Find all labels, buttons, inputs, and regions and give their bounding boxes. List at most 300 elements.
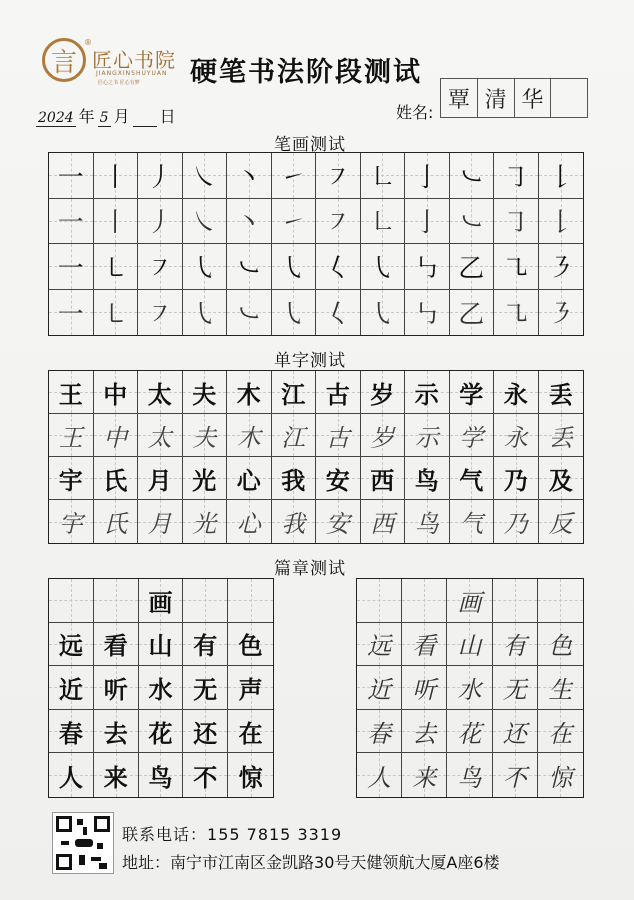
passage-model-cell	[139, 579, 184, 623]
stroke-cell	[405, 244, 450, 290]
char-cell	[494, 457, 539, 500]
char-cell-char: 学	[459, 379, 484, 409]
phone-number: 155 7815 3319	[207, 825, 343, 844]
char-cell-char: 气	[459, 465, 484, 495]
stroke-cell-char: 丶	[235, 162, 262, 193]
passage-model-cell	[139, 753, 184, 797]
char-cell	[183, 457, 228, 500]
char-cell	[539, 371, 584, 414]
passage-model-cell-char: 去	[103, 718, 128, 748]
stroke-cell-char: ㇉	[413, 299, 440, 330]
char-cell	[539, 500, 584, 543]
passage-model-cell-char: 不	[193, 762, 218, 792]
char-cell	[316, 500, 361, 543]
passage-model-cell-char: 人	[58, 762, 83, 792]
passage-model-cell-char: 看	[103, 631, 128, 661]
char-cell	[405, 500, 450, 543]
stroke-cell-char: 𡿨	[324, 253, 351, 284]
stroke-cell	[539, 290, 584, 336]
passage-model-cell	[228, 623, 273, 667]
passage-student-cell	[402, 666, 447, 710]
stroke-cell-char: 𠄌	[547, 208, 574, 239]
char-cell	[316, 371, 361, 414]
stroke-cell	[405, 153, 450, 199]
stroke-cell	[361, 290, 406, 336]
stroke-cell	[494, 199, 539, 245]
stroke-cell	[94, 199, 139, 245]
passage-student-cell	[447, 623, 492, 667]
passage-model-cell	[94, 753, 139, 797]
passage-model-cell	[94, 666, 139, 710]
stroke-cell-char: 丿	[146, 162, 173, 193]
month-label: 月	[113, 107, 130, 126]
char-cell	[361, 457, 406, 500]
stroke-cell	[227, 290, 272, 336]
passage-student-cell-char: 色	[548, 632, 573, 661]
char-cell	[494, 500, 539, 543]
char-cell-char: 古	[325, 379, 350, 409]
stroke-cell	[94, 290, 139, 336]
date-year: 2024	[38, 110, 74, 126]
stroke-cell	[49, 153, 94, 199]
passage-model-cell	[183, 579, 228, 623]
stroke-cell-char: ㇋	[547, 299, 574, 330]
stroke-cell-char: ㇗	[369, 162, 396, 193]
char-cell	[227, 414, 272, 457]
char-cell-char: 永	[503, 423, 528, 452]
char-cell-char: 鸟	[414, 510, 439, 538]
passage-model-cell	[183, 666, 228, 710]
stroke-cell-char: ㇉	[413, 253, 440, 284]
passage-student-cell	[447, 579, 492, 623]
char-cell-char: 及	[548, 465, 573, 495]
stroke-cell	[450, 290, 495, 336]
stroke-cell	[361, 244, 406, 290]
stroke-cell	[450, 244, 495, 290]
passage-student-cell	[402, 753, 447, 797]
passage-model-cell-char: 花	[148, 718, 173, 748]
passage-student-cell	[447, 753, 492, 797]
char-cell	[227, 457, 272, 500]
char-cell-char: 宇	[58, 465, 83, 495]
passage-student-cell	[493, 623, 538, 667]
char-cell-char: 木	[236, 379, 261, 409]
stroke-cell-char: ㇏	[191, 162, 218, 193]
stroke-cell-char: 一	[57, 299, 84, 330]
passage-student-cell	[447, 710, 492, 754]
passage-model-cell-char: 听	[103, 674, 128, 704]
char-cell-char: 丢	[548, 423, 573, 452]
stroke-cell-char: ㇂	[191, 253, 218, 284]
stroke-cell-char: ㇄	[102, 253, 129, 284]
stroke-cell	[494, 153, 539, 199]
char-cell	[272, 500, 317, 543]
passage-model-cell	[94, 579, 139, 623]
char-cell-char: 宇	[58, 510, 83, 538]
char-cell-char: 古	[325, 423, 350, 452]
stroke-cell	[316, 244, 361, 290]
passage-model-cell-char: 无	[193, 674, 218, 704]
strokes-section-title: 笔画测试	[274, 135, 346, 155]
passage-student-cell	[538, 710, 583, 754]
stroke-cell	[138, 244, 183, 290]
passage-student-cell-char: 人	[367, 763, 392, 792]
char-cell	[94, 414, 139, 457]
char-cell	[272, 457, 317, 500]
stroke-cell	[183, 153, 228, 199]
passage-student-cell-char: 生	[548, 675, 573, 704]
stroke-cell	[272, 244, 317, 290]
stroke-cell	[405, 290, 450, 336]
char-cell	[49, 457, 94, 500]
char-cell-char: 安	[325, 510, 350, 538]
stroke-cell	[316, 153, 361, 199]
char-cell	[183, 371, 228, 414]
char-cell	[49, 414, 94, 457]
passage-student-cell	[447, 666, 492, 710]
char-cell	[183, 500, 228, 543]
stroke-cell	[494, 290, 539, 336]
brand-name: 匠心书院	[92, 48, 176, 72]
passage-student-cell-char: 看	[412, 632, 437, 661]
char-cell-char: 岁	[370, 379, 395, 409]
char-cell	[361, 500, 406, 543]
chars-section-title: 单字测试	[274, 351, 346, 371]
char-cell-char: 光	[192, 510, 217, 538]
stroke-cell-char: ㇇	[146, 253, 173, 284]
passage-model-cell-char: 来	[103, 762, 128, 792]
stroke-cell	[450, 199, 495, 245]
name-char: 清	[478, 79, 515, 117]
stroke-cell-char: ㇏	[191, 208, 218, 239]
char-cell	[361, 371, 406, 414]
char-cell	[450, 371, 495, 414]
passage-student-cell	[493, 579, 538, 623]
passage-student-cell	[357, 753, 402, 797]
passage-student-cell-char: 近	[367, 675, 392, 704]
char-cell	[450, 500, 495, 543]
passage-model-cell	[139, 666, 184, 710]
char-cell-char: 月	[147, 510, 172, 538]
passage-student-cell-char: 鸟	[457, 763, 482, 792]
brand-logo-icon: 言	[42, 38, 86, 82]
brand-slogan: 匠心之书 匠心有梦	[98, 80, 140, 86]
passage-student-cell	[402, 710, 447, 754]
stroke-cell-char: ㇆	[502, 162, 529, 193]
passage-model-cell-char: 春	[58, 718, 83, 748]
stroke-cell-char: 亅	[413, 208, 440, 239]
stroke-cell-char: 一	[57, 253, 84, 284]
passage-model-cell-char: 画	[148, 587, 173, 617]
year-label: 年	[78, 107, 95, 126]
char-cell-char: 丢	[548, 379, 573, 409]
passage-model-cell	[94, 623, 139, 667]
char-cell	[316, 457, 361, 500]
stroke-cell-char: ㇃	[458, 208, 485, 239]
registered-mark: ®	[84, 38, 92, 47]
name-box	[440, 78, 588, 118]
passage-student-cell-char: 画	[457, 588, 482, 617]
passage-model-cell-char: 山	[148, 631, 173, 661]
stroke-cell	[539, 199, 584, 245]
char-cell	[405, 371, 450, 414]
char-cell-char: 反	[548, 510, 573, 538]
stroke-cell	[49, 199, 94, 245]
stroke-cell	[183, 290, 228, 336]
passage-model-cell-char: 远	[58, 631, 83, 661]
stroke-cell-char: 丿	[146, 208, 173, 239]
passage-model-cell-char: 惊	[238, 762, 263, 792]
passage-model-cell	[183, 753, 228, 797]
stroke-cell-char: ㇂	[280, 253, 307, 284]
stroke-cell-char: ㇈	[502, 253, 529, 284]
char-cell-char: 氏	[103, 510, 128, 538]
passage-student-cell	[493, 753, 538, 797]
stroke-cell-char: ㇈	[502, 299, 529, 330]
passage-model-cell	[228, 666, 273, 710]
stroke-cell-char: 亅	[413, 162, 440, 193]
char-cell-char: 氏	[103, 465, 128, 495]
passage-model-cell-char: 声	[238, 674, 263, 704]
phone-label: 联系电话：	[122, 825, 208, 844]
stroke-cell	[49, 290, 94, 336]
passage-model-cell-char: 鸟	[148, 762, 173, 792]
brand-pinyin: JIANGXINSHUYUAN	[96, 70, 168, 77]
passage-student-cell-char: 山	[457, 632, 482, 661]
char-cell	[183, 414, 228, 457]
char-cell-char: 夫	[192, 423, 217, 452]
char-cell	[227, 371, 272, 414]
char-cell-char: 示	[414, 379, 439, 409]
passage-student-cell	[357, 579, 402, 623]
char-cell-char: 我	[281, 510, 306, 538]
passage-model-cell-char: 水	[148, 674, 173, 704]
passage-student-cell-char: 春	[367, 719, 392, 748]
char-cell-char: 江	[281, 423, 306, 452]
stroke-cell-char: 𡿨	[324, 299, 351, 330]
qr-code-icon	[52, 812, 114, 874]
char-cell-char: 光	[192, 465, 217, 495]
char-cell	[272, 414, 317, 457]
stroke-cell-char: ㇂	[191, 299, 218, 330]
char-cell-char: 江	[281, 379, 306, 409]
stroke-cell	[316, 290, 361, 336]
passage-student-cell-char: 远	[367, 632, 392, 661]
char-cell	[94, 500, 139, 543]
passage-model-cell-char: 色	[238, 631, 263, 661]
name-char: 覃	[441, 79, 478, 117]
date-month: 5	[99, 110, 109, 126]
passage-model-grid	[48, 578, 274, 798]
passage-student-cell	[538, 579, 583, 623]
char-cell	[494, 414, 539, 457]
char-cell-char: 夫	[192, 379, 217, 409]
char-cell-char: 示	[414, 423, 439, 452]
passage-student-cell-char: 不	[502, 763, 527, 792]
char-cell	[450, 457, 495, 500]
char-cell-char: 西	[370, 510, 395, 538]
passage-model-cell-char: 近	[58, 674, 83, 704]
stroke-cell-char: ㇇	[324, 208, 351, 239]
passage-student-cell	[538, 623, 583, 667]
char-cell	[494, 371, 539, 414]
stroke-cell	[94, 153, 139, 199]
passage-model-cell-char: 在	[238, 718, 263, 748]
stroke-cell-char: 乙	[458, 253, 485, 284]
stroke-cell-char: 丶	[235, 208, 262, 239]
char-cell	[138, 414, 183, 457]
passage-model-cell	[228, 710, 273, 754]
char-cell	[49, 371, 94, 414]
passage-student-cell	[402, 623, 447, 667]
passage-model-cell	[139, 623, 184, 667]
stroke-practice-grid	[48, 152, 584, 336]
char-cell	[227, 500, 272, 543]
name-label: 姓名:	[396, 103, 434, 122]
passage-student-cell-char: 在	[548, 719, 573, 748]
passage-model-cell-char: 有	[193, 631, 218, 661]
stroke-cell	[272, 153, 317, 199]
passage-model-cell	[228, 753, 273, 797]
passage-student-cell	[493, 710, 538, 754]
stroke-cell-char: 丨	[102, 162, 129, 193]
char-cell-char: 乃	[503, 510, 528, 538]
date-line	[36, 104, 179, 127]
char-cell-char: 我	[281, 465, 306, 495]
char-cell-char: 西	[370, 465, 395, 495]
char-cell	[450, 414, 495, 457]
char-cell	[94, 457, 139, 500]
stroke-cell	[316, 199, 361, 245]
passage-model-cell	[49, 579, 94, 623]
stroke-cell-char: ㇇	[146, 299, 173, 330]
char-cell-char: 太	[147, 423, 172, 452]
stroke-cell-char: ㇂	[369, 299, 396, 330]
stroke-cell-char: 乙	[458, 299, 485, 330]
stroke-cell	[272, 290, 317, 336]
stroke-cell	[138, 290, 183, 336]
address-text: 南宁市江南区金凯路30号天健领航大厦A座6楼	[170, 853, 500, 872]
passage-student-cell-char: 听	[412, 675, 437, 704]
char-cell-char: 心	[236, 510, 261, 538]
char-cell	[405, 414, 450, 457]
stroke-cell-char: ㇀	[280, 208, 307, 239]
stroke-cell	[138, 199, 183, 245]
stroke-cell	[227, 244, 272, 290]
stroke-cell-char: 一	[57, 162, 84, 193]
passage-model-cell	[49, 623, 94, 667]
stroke-cell-char: ㇗	[369, 208, 396, 239]
char-cell	[539, 414, 584, 457]
passage-student-cell	[357, 623, 402, 667]
passage-student-cell	[357, 710, 402, 754]
char-cell-char: 中	[103, 423, 128, 452]
stroke-cell-char: 一	[57, 208, 84, 239]
address-line	[122, 850, 500, 873]
char-cell-char: 月	[147, 465, 172, 495]
name-char	[551, 79, 587, 117]
page-title: 硬笔书法阶段测试	[190, 57, 422, 88]
char-cell-char: 木	[236, 423, 261, 452]
date-day-blank	[133, 113, 157, 127]
char-cell	[361, 414, 406, 457]
stroke-cell-char: 𠄌	[547, 162, 574, 193]
character-practice-grid	[48, 370, 584, 544]
stroke-cell-char: ㇄	[102, 299, 129, 330]
passage-student-cell	[538, 753, 583, 797]
char-cell-char: 气	[459, 510, 484, 538]
stroke-cell	[227, 153, 272, 199]
stroke-cell-char: ㇇	[324, 162, 351, 193]
char-cell	[49, 500, 94, 543]
char-cell	[94, 371, 139, 414]
stroke-cell	[94, 244, 139, 290]
stroke-cell	[49, 244, 94, 290]
stroke-cell	[272, 199, 317, 245]
passage-model-cell	[183, 623, 228, 667]
char-cell-char: 心	[236, 465, 261, 495]
char-cell	[405, 457, 450, 500]
passage-student-cell-char: 去	[412, 719, 437, 748]
stroke-cell-char: ㇃	[235, 299, 262, 330]
char-cell	[316, 414, 361, 457]
passage-student-cell-char: 来	[412, 763, 437, 792]
char-cell	[138, 371, 183, 414]
stroke-cell	[361, 199, 406, 245]
stroke-cell-char: ㇆	[502, 208, 529, 239]
passage-student-cell-char: 有	[502, 632, 527, 661]
stroke-cell-char: ㇃	[458, 162, 485, 193]
stroke-cell	[539, 244, 584, 290]
char-cell-char: 乃	[503, 465, 528, 495]
stroke-cell-char: ㇀	[280, 162, 307, 193]
stroke-cell	[138, 153, 183, 199]
passage-model-cell	[139, 710, 184, 754]
passage-student-grid	[356, 578, 584, 798]
passage-student-cell-char: 惊	[548, 763, 573, 792]
stroke-cell	[183, 199, 228, 245]
char-cell-char: 鸟	[414, 465, 439, 495]
passage-model-cell-char: 还	[193, 718, 218, 748]
day-label: 日	[159, 107, 176, 126]
passage-student-cell-char: 水	[457, 675, 482, 704]
char-cell-char: 王	[58, 423, 83, 452]
passage-student-cell	[538, 666, 583, 710]
stroke-cell	[494, 244, 539, 290]
passage-model-cell	[49, 666, 94, 710]
char-cell-char: 中	[103, 379, 128, 409]
passage-student-cell	[357, 666, 402, 710]
stroke-cell-char: ㇃	[235, 253, 262, 284]
char-cell-char: 安	[325, 465, 350, 495]
stroke-cell-char: ㇂	[369, 253, 396, 284]
char-cell	[272, 371, 317, 414]
char-cell	[539, 457, 584, 500]
char-cell-char: 学	[459, 423, 484, 452]
char-cell-char: 永	[503, 379, 528, 409]
stroke-cell-char: 丨	[102, 208, 129, 239]
stroke-cell	[361, 153, 406, 199]
passage-model-cell	[183, 710, 228, 754]
passage-model-cell	[49, 753, 94, 797]
passage-model-cell	[94, 710, 139, 754]
passage-model-cell	[49, 710, 94, 754]
name-char: 华	[515, 79, 552, 117]
passage-section-title: 篇章测试	[274, 559, 346, 579]
char-cell	[138, 457, 183, 500]
stroke-cell	[183, 244, 228, 290]
stroke-cell	[227, 199, 272, 245]
